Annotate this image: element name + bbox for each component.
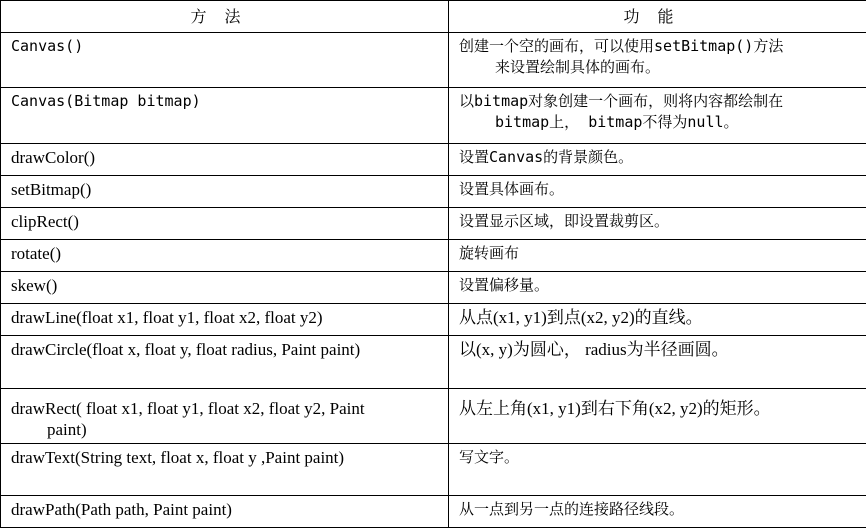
desc-cell: 设置具体画布。 <box>459 179 858 200</box>
desc-cell: 旋转画布 <box>459 243 858 264</box>
method-cell: drawText(String text, float x, float y ,Paint paint) <box>11 447 440 468</box>
desc-cell: 创建一个空的画布，可以使用setBitmap()方法 <box>459 36 858 57</box>
method-cell: Canvas(Bitmap bitmap) <box>11 91 440 112</box>
desc-cell-cont: bitmap上， bitmap不得为null。 <box>459 112 858 133</box>
desc-cell: 写文字。 <box>459 447 858 468</box>
method-cell: drawRect( float x1, float y1, float x2, float y2, Paint <box>11 398 440 419</box>
table-row <box>1 240 866 272</box>
table-row <box>1 208 866 240</box>
table-row <box>1 444 866 496</box>
header-function: 功能 <box>449 1 866 33</box>
method-cell: drawLine(float x1, float y1, float x2, float y2) <box>11 307 440 328</box>
method-cell: drawPath(Path path, Paint paint) <box>11 499 440 520</box>
method-cell-cont: paint) <box>11 419 440 440</box>
table-row <box>1 144 866 176</box>
method-cell: drawColor() <box>11 147 440 168</box>
table-row <box>1 496 866 528</box>
table-row <box>1 88 866 144</box>
desc-cell: 设置偏移量。 <box>459 275 858 296</box>
desc-cell: 设置Canvas的背景颜色。 <box>459 147 858 168</box>
table-row <box>1 304 866 336</box>
desc-cell: 设置显示区域，即设置裁剪区。 <box>459 211 858 232</box>
method-cell: clipRect() <box>11 211 440 232</box>
desc-cell-cont: 来设置绘制具体的画布。 <box>459 57 858 78</box>
header-method: 方法 <box>1 1 449 33</box>
table-row <box>1 336 866 389</box>
method-cell: Canvas() <box>11 36 440 57</box>
header-row <box>1 1 866 33</box>
method-cell: skew() <box>11 275 440 296</box>
table-row <box>1 176 866 208</box>
table-row <box>1 389 866 444</box>
method-cell: rotate() <box>11 243 440 264</box>
desc-cell: 从点(x1, y1)到点(x2, y2)的直线。 <box>459 307 858 328</box>
desc-cell: 以(x, y)为圆心， radius为半径画圆。 <box>459 339 858 360</box>
desc-cell: 以bitmap对象创建一个画布，则将内容都绘制在 <box>459 91 858 112</box>
table-row <box>1 272 866 304</box>
desc-cell: 从一点到另一点的连接路径线段。 <box>459 499 858 520</box>
table-row <box>1 33 866 88</box>
method-cell: drawCircle(float x, float y, float radius, Paint paint) <box>11 339 440 360</box>
desc-cell: 从左上角(x1, y1)到右下角(x2, y2)的矩形。 <box>459 398 858 419</box>
method-cell: setBitmap() <box>11 179 440 200</box>
